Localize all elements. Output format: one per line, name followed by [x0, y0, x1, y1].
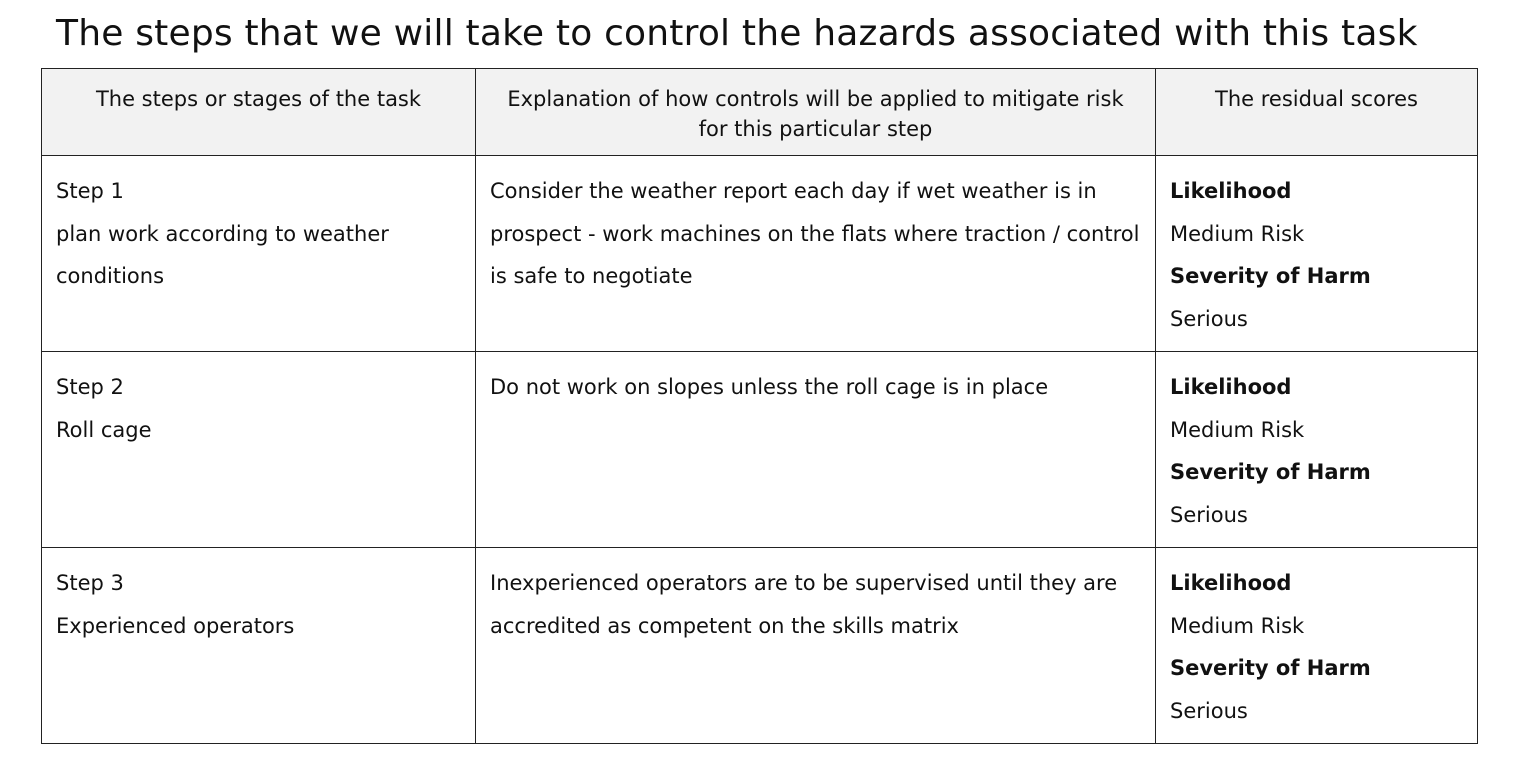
residual-scores-cell	[1156, 548, 1478, 744]
severity-value: Serious	[1170, 306, 1248, 331]
severity-value: Serious	[1170, 698, 1248, 723]
likelihood-value: Medium Risk	[1170, 613, 1305, 638]
step-number: Step 2	[56, 375, 124, 399]
step-number: Step 1	[56, 179, 124, 203]
header-explanation: Explanation of how controls will be applied to mitigate risk for this particular step	[476, 69, 1156, 156]
residual-scores-cell	[1156, 352, 1478, 548]
severity-value: Serious	[1170, 502, 1248, 527]
table-header-row	[42, 69, 1478, 156]
step-cell	[42, 548, 476, 744]
hazard-control-table	[41, 68, 1478, 744]
step-number: Step 3	[56, 571, 124, 595]
likelihood-label: Likelihood	[1170, 571, 1292, 595]
severity-label: Severity of Harm	[1170, 264, 1371, 288]
step-stage: plan work according to weather conditions	[56, 221, 389, 288]
explanation-cell: Inexperienced operators are to be supervised until they are accredited as competent on the skills matrix	[476, 548, 1156, 744]
table-row	[42, 156, 1478, 352]
table-row	[42, 548, 1478, 744]
severity-label: Severity of Harm	[1170, 460, 1371, 484]
likelihood-value: Medium Risk	[1170, 221, 1305, 246]
header-residual-scores: The residual scores	[1156, 69, 1478, 156]
header-steps: The steps or stages of the task	[42, 69, 476, 156]
likelihood-label: Likelihood	[1170, 179, 1292, 203]
explanation-cell: Consider the weather report each day if wet weather is in prospect - work machines on the flats where traction / control is safe to negotiate	[476, 156, 1156, 352]
residual-scores-cell	[1156, 156, 1478, 352]
step-cell	[42, 352, 476, 548]
explanation-cell: Do not work on slopes unless the roll cage is in place	[476, 352, 1156, 548]
severity-label: Severity of Harm	[1170, 656, 1371, 680]
step-stage: Roll cage	[56, 417, 152, 442]
likelihood-value: Medium Risk	[1170, 417, 1305, 442]
step-cell	[42, 156, 476, 352]
likelihood-label: Likelihood	[1170, 375, 1292, 399]
page-title: The steps that we will take to control the hazards associated with this task	[56, 13, 1418, 54]
table-row	[42, 352, 1478, 548]
step-stage: Experienced operators	[56, 613, 295, 638]
